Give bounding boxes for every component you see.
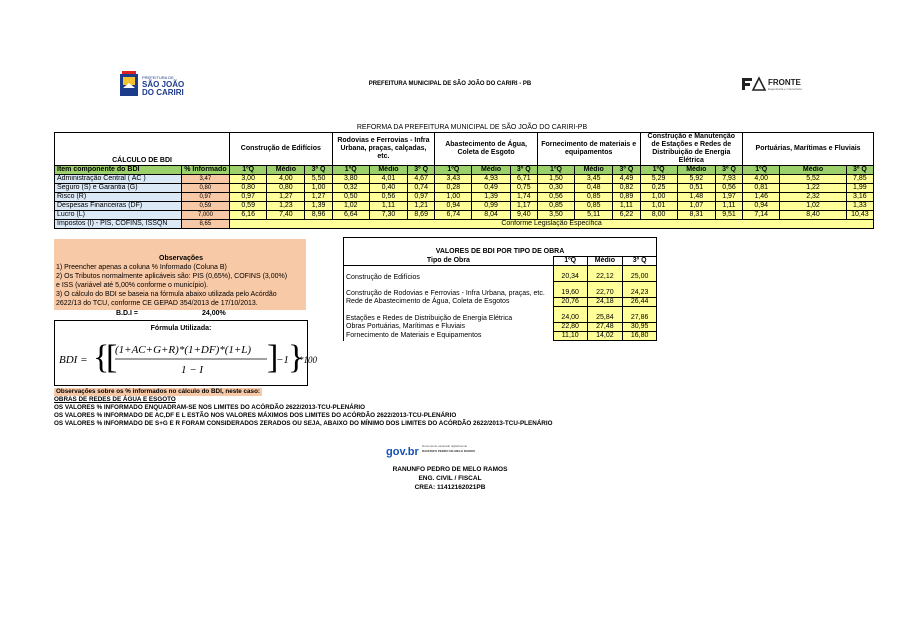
bdi-row xyxy=(55,184,874,193)
limit-value: 7,14 xyxy=(743,211,780,220)
obra-col-header: Tipo de Obra xyxy=(344,257,554,266)
limit-value: 0,51 xyxy=(677,184,715,193)
obra-value: 26,44 xyxy=(623,298,657,307)
limit-value: 0,75 xyxy=(510,184,537,193)
row-label: Lucro (L) xyxy=(55,211,182,220)
row-label: Seguro (S) e Garantia (G) xyxy=(55,184,182,193)
limit-value: 1,11 xyxy=(715,202,742,211)
col-header: 1ºQ xyxy=(230,166,267,175)
obra-value: 25,84 xyxy=(587,307,623,323)
obra-value: 16,80 xyxy=(623,332,657,341)
formula-title: Fórmula Utilizada: xyxy=(150,325,212,332)
fronte-logo xyxy=(740,76,820,92)
svg-text:(1+AC+G+R)*(1+DF)*(1+L): (1+AC+G+R)*(1+DF)*(1+L) xyxy=(115,344,252,356)
col-header: 3º Q xyxy=(846,166,873,175)
observations-box xyxy=(54,239,306,310)
note-line: OS VALORES % INFORMADO DE AC,DF E L ESTÃO NOS VALORES MÁXIMOS DOS LIMITES DO ACÓRDÃO 2622/2013-TCU-PLENÁRIO xyxy=(54,412,457,419)
limit-value: 1,17 xyxy=(510,202,537,211)
limit-value: 3,45 xyxy=(575,175,613,184)
obra-value: 20,76 xyxy=(553,298,587,307)
limit-value: 1,27 xyxy=(267,193,305,202)
col-header: 1ºQ xyxy=(537,166,574,175)
col-header: 3º Q xyxy=(408,166,435,175)
obra-title: VALORES DE BDI POR TIPO DE OBRA xyxy=(344,238,657,257)
limit-value: 0,94 xyxy=(743,202,780,211)
limit-value: 0,74 xyxy=(408,184,435,193)
limit-value: 0,99 xyxy=(472,202,510,211)
limit-value: 1,21 xyxy=(408,202,435,211)
pct-input[interactable]: 7,000 xyxy=(181,211,229,220)
limit-value: 1,02 xyxy=(780,202,846,211)
obra-value: 22,80 xyxy=(553,323,587,332)
limit-value: 1,97 xyxy=(715,193,742,202)
bdi-value: 24,00% xyxy=(202,310,226,317)
row-label: Despesas Financeiras (DF) xyxy=(55,202,182,211)
obra-value: 14,02 xyxy=(587,332,623,341)
signature-block xyxy=(340,465,560,492)
limit-value: 0,82 xyxy=(613,184,640,193)
bdi-row xyxy=(55,211,874,220)
limit-value: 0,25 xyxy=(640,184,677,193)
notes-block xyxy=(54,388,553,428)
svg-text:Documento assinado digitalment: Documento assinado digitalmente xyxy=(422,444,468,448)
limit-value: 4,93 xyxy=(472,175,510,184)
limit-value: 1,00 xyxy=(435,193,472,202)
observation-line: 3) O cálculo do BDI se baseia na fórmula abaixo utilizada pelo Acórdão xyxy=(56,291,277,298)
limit-value: 0,32 xyxy=(332,184,369,193)
limit-value: 1,23 xyxy=(267,202,305,211)
obra-col-header: Médio xyxy=(587,257,623,266)
obra-value: 19,60 xyxy=(553,282,587,298)
col-header: Médio xyxy=(472,166,510,175)
limit-value: 0,56 xyxy=(369,193,407,202)
limit-value: 3,43 xyxy=(435,175,472,184)
col-header: 1ºQ xyxy=(743,166,780,175)
impostos-label: Impostos (I) - PIS, COFINS, ISSQN xyxy=(55,220,182,229)
limit-value: 4,00 xyxy=(743,175,780,184)
obra-value: 22,12 xyxy=(587,266,623,282)
limit-value: 1,00 xyxy=(305,184,332,193)
obra-tipo: Estações e Redes de Distribuição de Energia Elétrica xyxy=(344,307,554,323)
subheader-row xyxy=(55,166,874,175)
limit-value: 0,80 xyxy=(230,184,267,193)
obra-tipo: Fornecimento de Materiais e Equipamentos xyxy=(344,332,554,341)
limit-value: 0,49 xyxy=(472,184,510,193)
bdi-row xyxy=(55,193,874,202)
group-header: Construção e Manutenção de Estações e Redes de Distribuição de Energia Elétrica xyxy=(640,133,743,166)
observation-line: 1) Preencher apenas a coluna % Informado (Coluna B) xyxy=(56,264,227,271)
pct-input[interactable]: 0,97 xyxy=(181,193,229,202)
limit-value: 8,04 xyxy=(472,211,510,220)
svg-text:{: { xyxy=(93,339,110,376)
bdi-label: B.D.I = xyxy=(116,310,138,317)
limit-value: 5,29 xyxy=(640,175,677,184)
obra-tipo: Construção de Edifícios xyxy=(344,266,554,282)
limit-value: 10,43 xyxy=(846,211,873,220)
limit-value: 1,27 xyxy=(305,193,332,202)
svg-text:RANUNFO PEDRO DE MELO RAMOS: RANUNFO PEDRO DE MELO RAMOS xyxy=(422,449,476,453)
obra-row xyxy=(344,332,657,341)
svg-text:PREFEITURA DE: PREFEITURA DE xyxy=(142,75,174,80)
group-header: Construção de Edifícios xyxy=(230,133,333,166)
bdi-row xyxy=(55,175,874,184)
limit-value: 5,52 xyxy=(780,175,846,184)
group-header: Abastecimento de Água, Coleta de Esgoto xyxy=(435,133,538,166)
col-header: 3º Q xyxy=(510,166,537,175)
col-header: Médio xyxy=(780,166,846,175)
row-label: Risco (R) xyxy=(55,193,182,202)
document-subtitle: REFORMA DA PREFEITURA MUNICIPAL DE SÃO JOÃO DO CARIRI-PB xyxy=(356,124,588,131)
limit-value: 1,46 xyxy=(743,193,780,202)
svg-text:−1: −1 xyxy=(276,354,289,366)
limit-value: 1,01 xyxy=(640,202,677,211)
limit-value: 5,11 xyxy=(575,211,613,220)
calc-label: CÁLCULO DE BDI xyxy=(55,133,230,166)
col-header: 1ºQ xyxy=(332,166,369,175)
col-header: Médio xyxy=(575,166,613,175)
obra-tipo: Rede de Abastecimento de Água, Coleta de Esgotos xyxy=(344,298,554,307)
limit-value: 0,94 xyxy=(435,202,472,211)
obra-tipo: Obras Portuárias, Marítimas e Fluviais xyxy=(344,323,554,332)
obra-value: 25,00 xyxy=(623,266,657,282)
pct-input[interactable]: 3,47 xyxy=(181,175,229,184)
svg-text:gov.br: gov.br xyxy=(386,446,419,458)
limit-value: 8,96 xyxy=(305,211,332,220)
limit-value: 1,11 xyxy=(613,202,640,211)
obra-tipo: Construção de Rodovias e Ferrovias - Infra Urbana, praças, etc. xyxy=(344,282,554,298)
limit-value: 1,74 xyxy=(510,193,537,202)
page-title: PREFEITURA MUNICIPAL DE SÃO JOÃO DO CARIRI - PB xyxy=(368,81,532,87)
limit-value: 0,56 xyxy=(715,184,742,193)
limit-value: 1,07 xyxy=(677,202,715,211)
limit-value: 6,16 xyxy=(230,211,267,220)
limit-value: 5,50 xyxy=(305,175,332,184)
svg-text:1 − I: 1 − I xyxy=(181,364,204,376)
col-header: 3º Q xyxy=(613,166,640,175)
limit-value: 7,93 xyxy=(715,175,742,184)
limit-value: 1,39 xyxy=(305,202,332,211)
svg-text:]: ] xyxy=(267,339,279,376)
limit-value: 0,81 xyxy=(743,184,780,193)
obra-title-row xyxy=(344,238,657,257)
note-line: OS VALORES % INFORMADO ENQUADRAM-SE NOS LIMITES DO ACÓRDÃO 2622/2013-TCU-PLENÁRIO xyxy=(54,404,366,411)
limit-value: 9,51 xyxy=(715,211,742,220)
col-header: Médio xyxy=(677,166,715,175)
limit-value: 0,28 xyxy=(435,184,472,193)
limit-value: 0,85 xyxy=(537,202,574,211)
obra-value: 22,70 xyxy=(587,282,623,298)
obra-col-header: 3º Q xyxy=(623,257,657,266)
observation-line: e ISS (variável até 5,00% conforme o município). xyxy=(56,282,209,289)
notes-subheading: OBRAS DE REDES DE ÁGUA E ESGOTO xyxy=(54,396,176,403)
limit-value: 8,40 xyxy=(780,211,846,220)
limit-value: 8,00 xyxy=(640,211,677,220)
col-header: Médio xyxy=(267,166,305,175)
limit-value: 0,59 xyxy=(230,202,267,211)
observations-title: Observações xyxy=(159,255,203,262)
bdi-table xyxy=(54,132,874,229)
svg-text:Engenharia e Consultoria: Engenharia e Consultoria xyxy=(768,87,802,91)
bdi-row xyxy=(55,202,874,211)
limit-value: 6,74 xyxy=(435,211,472,220)
limit-value: 6,71 xyxy=(510,175,537,184)
limit-value: 4,01 xyxy=(369,175,407,184)
limit-value: 3,16 xyxy=(846,193,873,202)
limit-value: 6,64 xyxy=(332,211,369,220)
limit-value: 0,40 xyxy=(369,184,407,193)
bdi-formula xyxy=(55,335,317,383)
limit-value: 0,48 xyxy=(575,184,613,193)
obra-value: 24,00 xyxy=(553,307,587,323)
prefeitura-logo xyxy=(118,70,193,100)
limit-value: 7,85 xyxy=(846,175,873,184)
limit-value: 4,49 xyxy=(613,175,640,184)
limit-value: 0,97 xyxy=(408,193,435,202)
obra-value: 30,95 xyxy=(623,323,657,332)
col-header: 1ºQ xyxy=(640,166,677,175)
limit-value: 1,02 xyxy=(332,202,369,211)
limit-value: 2,32 xyxy=(780,193,846,202)
note-line: OS VALORES % INFORMADO DE S+G E R FORAM CONSIDERADOS ZERADOS OU SEJA, ABAIXO DO MÍNIMO DOS LIMITES DO ACÓRDÃO 2622/2013-TCU-PLENÁRIO xyxy=(54,420,553,427)
limit-value: 0,80 xyxy=(267,184,305,193)
svg-text:FRONTE: FRONTE xyxy=(768,78,801,87)
limit-value: 0,30 xyxy=(537,184,574,193)
limit-value: 0,85 xyxy=(575,202,613,211)
signer-crea: CREA: 11412162021PB xyxy=(414,484,486,491)
limit-value: 0,89 xyxy=(613,193,640,202)
pct-header: % Informado xyxy=(181,166,229,175)
formula-box xyxy=(54,320,317,386)
impostos-note: Conforme Legislação Específica xyxy=(230,220,874,229)
obra-row xyxy=(344,282,657,298)
obra-col-header: 1ºQ xyxy=(553,257,587,266)
group-header: Fornecimento de materiais e equipamentos xyxy=(537,133,640,166)
limit-value: 8,31 xyxy=(677,211,715,220)
col-header: Médio xyxy=(369,166,407,175)
limit-value: 1,33 xyxy=(846,202,873,211)
limit-value: 1,22 xyxy=(780,184,846,193)
obra-row xyxy=(344,266,657,282)
svg-text:BDI =: BDI = xyxy=(59,354,88,366)
limit-value: 1,50 xyxy=(537,175,574,184)
limit-value: 5,92 xyxy=(677,175,715,184)
limit-value: 3,00 xyxy=(230,175,267,184)
limit-value: 7,30 xyxy=(369,211,407,220)
obra-header-row xyxy=(344,257,657,266)
obra-row xyxy=(344,323,657,332)
limit-value: 8,69 xyxy=(408,211,435,220)
limit-value: 1,39 xyxy=(472,193,510,202)
group-header: Rodovias e Ferrovias - Infra Urbana, praças, calçadas, etc. xyxy=(332,133,435,166)
observation-line: 2) Os Tributos normalmente aplicáveis são: PIS (0,65%), COFINS (3,00%) xyxy=(56,273,288,280)
obra-value: 27,86 xyxy=(623,307,657,323)
svg-text:}: } xyxy=(288,339,305,376)
svg-text:*100: *100 xyxy=(299,355,317,365)
group-header: Portuárias, Marítimas e Fluviais xyxy=(743,133,874,166)
group-header-row xyxy=(55,133,874,166)
limit-value: 4,67 xyxy=(408,175,435,184)
notes-heading: Observações sobre os % informados no cálculo do BDI, neste caso: xyxy=(56,388,261,395)
limit-value: 3,50 xyxy=(537,211,574,220)
obra-value: 20,34 xyxy=(553,266,587,282)
impostos-pct[interactable]: 8,65 xyxy=(181,220,229,229)
limit-value: 0,50 xyxy=(332,193,369,202)
limit-value: 4,00 xyxy=(267,175,305,184)
limit-value: 0,85 xyxy=(575,193,613,202)
col-header: 3º Q xyxy=(305,166,332,175)
impostos-row xyxy=(55,220,874,229)
svg-text:SÃO JOÃO: SÃO JOÃO xyxy=(142,80,185,89)
obra-row xyxy=(344,307,657,323)
col-header: 3º Q xyxy=(715,166,742,175)
col-header: 1ºQ xyxy=(435,166,472,175)
limit-value: 1,99 xyxy=(846,184,873,193)
svg-text:[: [ xyxy=(106,339,118,376)
obra-value: 24,18 xyxy=(587,298,623,307)
limit-value: 0,56 xyxy=(537,193,574,202)
obra-value: 11,10 xyxy=(553,332,587,341)
limit-value: 7,40 xyxy=(267,211,305,220)
limit-value: 3,80 xyxy=(332,175,369,184)
signer-role: ENG. CIVIL / FISCAL xyxy=(418,475,482,482)
svg-text:DO CARIRI: DO CARIRI xyxy=(142,88,184,97)
pct-input[interactable]: 0,80 xyxy=(181,184,229,193)
limit-value: 1,48 xyxy=(677,193,715,202)
limit-value: 6,22 xyxy=(613,211,640,220)
limit-value: 0,97 xyxy=(230,193,267,202)
obra-value: 24,23 xyxy=(623,282,657,298)
item-header: Item componente do BDI xyxy=(55,166,182,175)
obra-row xyxy=(344,298,657,307)
limit-value: 1,00 xyxy=(640,193,677,202)
obra-table xyxy=(343,237,657,341)
signer-name: RANUNFO PEDRO DE MELO RAMOS xyxy=(392,466,508,473)
obra-value: 27,48 xyxy=(587,323,623,332)
row-label: Administração Central ( AC ) xyxy=(55,175,182,184)
limit-value: 1,11 xyxy=(369,202,407,211)
govbr-signature-stamp xyxy=(386,443,486,459)
pct-input[interactable]: 0,59 xyxy=(181,202,229,211)
limit-value: 9,40 xyxy=(510,211,537,220)
observation-line: 2622/13 do TCU, conforme CE GEPAD 354/2013 de 17/10/2013. xyxy=(56,300,258,307)
